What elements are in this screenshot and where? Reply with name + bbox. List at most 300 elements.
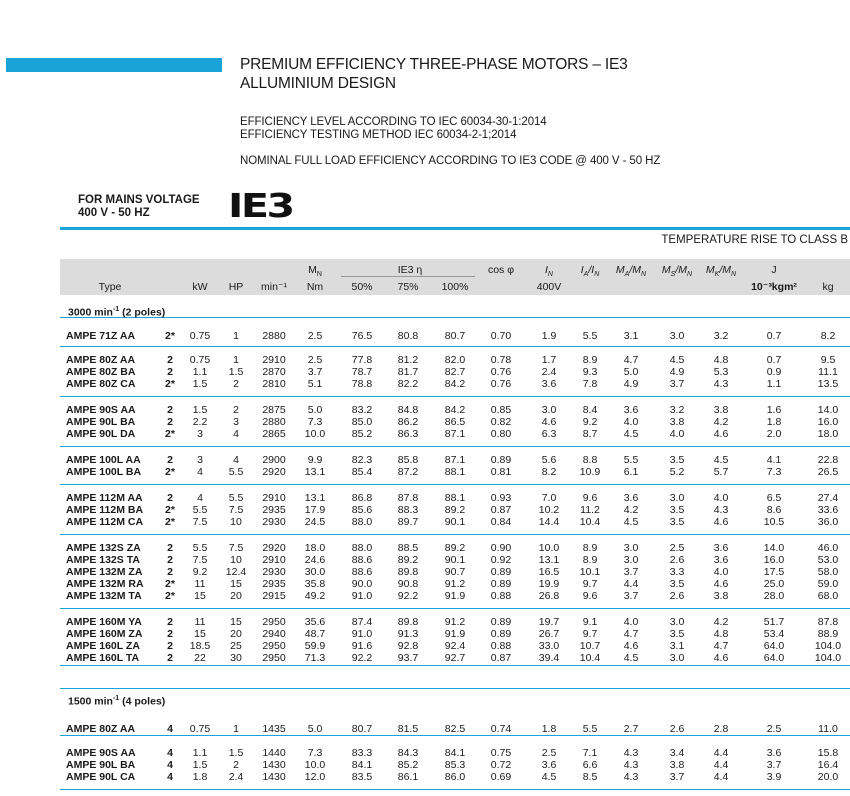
table-row	[60, 504, 850, 516]
efficiency-testing: EFFICIENCY TESTING METHOD IEC 60034-2-1;2014	[240, 129, 517, 141]
table-cell: 8.9	[582, 354, 598, 366]
table-cell: 2940	[262, 628, 286, 640]
table-cell: 85.2	[397, 759, 419, 771]
table-cell: 3.5	[669, 454, 685, 466]
table-cell: 4	[233, 454, 239, 466]
table-cell: 0.93	[490, 492, 512, 504]
table-cell: 5.2	[669, 466, 685, 478]
table-cell: 3.5	[669, 516, 685, 528]
table-cell: 89.8	[397, 566, 419, 578]
table-cell: 2.6	[669, 723, 685, 735]
motor-type: AMPE 90L BA	[66, 759, 136, 771]
table-cell: 2930	[262, 516, 286, 528]
table-cell: 91.0	[351, 628, 373, 640]
table-row	[60, 578, 850, 590]
table-cell: 30	[230, 652, 242, 664]
motor-type: AMPE 100L AA	[66, 454, 141, 466]
table-cell: 18.5	[189, 640, 211, 652]
table-cell: 5.6	[541, 454, 557, 466]
table-cell: 84.3	[397, 747, 419, 759]
col-ms-mn: $M_S/M_N$	[661, 264, 693, 279]
table-cell: 10	[230, 516, 242, 528]
table-cell: 6.3	[541, 428, 557, 440]
col-mk-mn: $M_K/M_N$	[705, 264, 737, 279]
table-cell: 0.69	[490, 771, 512, 783]
motor-type: AMPE 90S AA	[66, 747, 136, 759]
table-cell: 3.6	[623, 492, 639, 504]
table-cell: 90.0	[351, 578, 373, 590]
table-cell: 8.8	[582, 454, 598, 466]
poles: 4	[167, 771, 173, 783]
table-cell: 3	[197, 454, 203, 466]
table-cell: 93.7	[397, 652, 419, 664]
table-row	[60, 723, 850, 735]
table-cell: 5.5	[192, 542, 208, 554]
table-cell: 3.0	[669, 330, 685, 342]
table-cell: 88.0	[351, 542, 373, 554]
table-cell: 4.9	[669, 366, 685, 378]
table-cell: 4.5	[669, 354, 685, 366]
poles: 4	[167, 759, 173, 771]
row-separator	[60, 484, 850, 485]
table-cell: 3.6	[713, 542, 729, 554]
col-hp: HP	[228, 281, 244, 293]
table-cell: 80.8	[397, 330, 419, 342]
motor-type: AMPE 160M YA	[66, 616, 142, 628]
motor-type: AMPE 132S TA	[66, 554, 140, 566]
table-cell: 0.92	[490, 554, 512, 566]
table-cell: 4.8	[713, 354, 729, 366]
table-cell: 11	[194, 578, 206, 590]
table-cell: 3.9	[766, 771, 782, 783]
table-cell: 25.0	[763, 578, 785, 590]
col-in-i: I	[545, 264, 548, 276]
table-cell: 4.7	[623, 628, 639, 640]
table-cell: 19.9	[538, 578, 560, 590]
table-cell: 8.7	[582, 428, 598, 440]
motor-type: AMPE 132M TA	[66, 590, 142, 602]
table-cell: 91.3	[397, 628, 419, 640]
table-cell: 0.72	[490, 759, 512, 771]
row-separator	[60, 735, 850, 736]
table-cell: 5.1	[307, 378, 323, 390]
mains-line-2: 400 V - 50 HZ	[78, 207, 150, 219]
table-cell: 18.0	[817, 428, 839, 440]
table-cell: 5.5	[228, 492, 244, 504]
table-cell: 10.0	[538, 542, 560, 554]
table-cell: 4.0	[713, 492, 729, 504]
table-cell: 88.1	[444, 492, 466, 504]
table-cell: 2910	[262, 492, 286, 504]
motor-type: AMPE 112M CA	[66, 516, 144, 528]
motor-type: AMPE 160L TA	[66, 652, 140, 664]
table-cell: 15.8	[817, 747, 839, 759]
poles: 4	[167, 747, 173, 759]
table-cell: 1430	[262, 771, 286, 783]
table-cell: 1430	[262, 759, 286, 771]
table-cell: 0.70	[490, 330, 512, 342]
table-cell: 86.3	[397, 428, 419, 440]
table-cell: 15	[230, 616, 242, 628]
table-cell: 4.0	[623, 416, 639, 428]
poles: 2	[167, 628, 173, 640]
table-cell: 90.7	[444, 566, 466, 578]
table-cell: 51.7	[763, 616, 785, 628]
table-cell: 3	[197, 428, 203, 440]
table-cell: 4.2	[713, 616, 729, 628]
table-cell: 4.5	[713, 454, 729, 466]
table-cell: 9.6	[582, 590, 598, 602]
motor-type: AMPE 112M AA	[66, 492, 143, 504]
table-cell: 78.8	[351, 378, 373, 390]
table-cell: 4.6	[623, 640, 639, 652]
poles: 2	[167, 354, 173, 366]
table-cell: 7.8	[582, 378, 598, 390]
table-cell: 80.7	[351, 723, 373, 735]
table-cell: 30.0	[304, 566, 326, 578]
table-cell: 86.8	[351, 492, 373, 504]
table-cell: 26.8	[538, 590, 560, 602]
table-cell: 2880	[262, 416, 286, 428]
table-cell: 2935	[262, 578, 286, 590]
table-cell: 64.0	[763, 652, 785, 664]
poles: 2*	[165, 330, 175, 342]
table-cell: 10.4	[579, 652, 601, 664]
table-cell: 92.4	[444, 640, 466, 652]
table-row	[60, 759, 850, 771]
table-cell: 28.0	[763, 590, 785, 602]
table-cell: 84.2	[444, 378, 466, 390]
table-row	[60, 378, 850, 390]
table-cell: 7.0	[541, 492, 557, 504]
table-cell: 92.7	[444, 652, 466, 664]
table-row	[60, 542, 850, 554]
table-cell: 33.0	[538, 640, 560, 652]
table-cell: 4.6	[713, 652, 729, 664]
table-cell: 4.9	[623, 378, 639, 390]
table-cell: 4.6	[713, 516, 729, 528]
poles: 2	[167, 454, 173, 466]
table-cell: 24.6	[304, 554, 326, 566]
table-cell: 13.1	[304, 466, 326, 478]
motor-type: AMPE 100L BA	[66, 466, 142, 478]
table-cell: 0.76	[490, 366, 512, 378]
poles: 2	[167, 640, 173, 652]
table-cell: 16.0	[763, 554, 785, 566]
table-cell: 0.75	[189, 330, 211, 342]
table-cell: 16.0	[817, 416, 839, 428]
table-cell: 1.5	[192, 404, 208, 416]
motor-type: AMPE 160L ZA	[66, 640, 140, 652]
table-cell: 3.1	[623, 330, 639, 342]
table-cell: 1.8	[766, 416, 782, 428]
section-title: 3000 $\min^{-1} (2$ poles)	[68, 306, 166, 319]
table-cell: 3.6	[713, 554, 729, 566]
table-cell: 46.0	[817, 542, 839, 554]
section-title: 1500 $\min^{-1} (4$ poles)	[68, 695, 166, 708]
table-cell: 91.2	[444, 578, 466, 590]
table-cell: 0.87	[490, 504, 512, 516]
table-row	[60, 747, 850, 759]
efficiency-level: EFFICIENCY LEVEL ACCORDING TO IEC 60034-30-1:2014	[240, 116, 547, 128]
col-mn-unit: Nm	[306, 281, 324, 293]
table-cell: 82.2	[397, 378, 419, 390]
table-cell: 4.4	[713, 747, 729, 759]
col-ie3-group: IE3 η	[397, 264, 423, 276]
table-cell: 4.3	[623, 747, 639, 759]
col-type: Type	[98, 281, 122, 293]
table-cell: 88.5	[397, 542, 419, 554]
table-cell: 84.2	[444, 404, 466, 416]
title-line-2: ALLUMINIUM DESIGN	[240, 75, 396, 92]
table-cell: 17.5	[763, 566, 785, 578]
table-cell: 8.2	[820, 330, 836, 342]
table-cell: 36.0	[817, 516, 839, 528]
table-cell: 10	[230, 554, 242, 566]
table-row	[60, 771, 850, 783]
table-cell: 88.6	[351, 554, 373, 566]
table-cell: 2950	[262, 640, 286, 652]
table-cell: 15	[194, 628, 206, 640]
table-cell: 4	[197, 466, 203, 478]
mains-line-1: FOR MAINS VOLTAGE	[78, 194, 200, 206]
table-cell: 85.3	[444, 759, 466, 771]
poles: 4	[167, 723, 173, 735]
table-cell: 4.0	[713, 566, 729, 578]
table-cell: 2	[233, 404, 239, 416]
col-j-unit: 10⁻³kgm²	[751, 281, 797, 293]
table-cell: 9.6	[582, 492, 598, 504]
row-separator	[60, 665, 850, 666]
table-row	[60, 554, 850, 566]
table-cell: 59.0	[817, 578, 839, 590]
table-cell: 2	[233, 759, 239, 771]
table-cell: 5.3	[713, 366, 729, 378]
table-cell: 8.6	[766, 504, 782, 516]
poles: 2	[167, 566, 173, 578]
table-cell: 2935	[262, 504, 286, 516]
motor-type: AMPE 112M BA	[66, 504, 144, 516]
table-cell: 2875	[262, 404, 286, 416]
table-cell: 19.7	[538, 616, 560, 628]
table-cell: 13.5	[817, 378, 839, 390]
table-cell: 20.0	[817, 771, 839, 783]
table-cell: 4.4	[623, 578, 639, 590]
table-row	[60, 640, 850, 652]
table-cell: 3.7	[669, 378, 685, 390]
table-cell: 4.2	[623, 504, 639, 516]
table-cell: 48.7	[304, 628, 326, 640]
table-cell: 2	[233, 378, 239, 390]
table-cell: 92.2	[351, 652, 373, 664]
table-cell: 4	[197, 492, 203, 504]
table-cell: 8.4	[582, 404, 598, 416]
table-cell: 84.8	[397, 404, 419, 416]
poles: 2*	[165, 428, 175, 440]
table-cell: 5.0	[623, 366, 639, 378]
table-cell: 0.89	[490, 628, 512, 640]
table-cell: 104.0	[814, 640, 842, 652]
table-row	[60, 652, 850, 664]
table-cell: 7.3	[307, 416, 323, 428]
table-cell: 64.0	[763, 640, 785, 652]
table-cell: 14.0	[817, 404, 839, 416]
table-row	[60, 454, 850, 466]
table-cell: 2865	[262, 428, 286, 440]
table-cell: 20	[230, 590, 242, 602]
table-cell: 1	[233, 330, 239, 342]
table-cell: 92.2	[397, 590, 419, 602]
table-cell: 9.5	[820, 354, 836, 366]
table-cell: 8.9	[582, 542, 598, 554]
table-cell: 4.0	[669, 428, 685, 440]
table-cell: 53.4	[763, 628, 785, 640]
table-cell: 0.87	[490, 652, 512, 664]
col-mn-m: M	[308, 264, 317, 276]
table-cell: 3.0	[669, 492, 685, 504]
table-cell: 85.8	[397, 454, 419, 466]
table-cell: 9.2	[582, 416, 598, 428]
motor-type: AMPE 90L DA	[66, 428, 136, 440]
table-cell: 12.4	[225, 566, 247, 578]
motor-type: AMPE 80Z AA	[66, 354, 136, 366]
table-cell: 3.0	[541, 404, 557, 416]
table-cell: 2.5	[541, 747, 557, 759]
table-cell: 3.6	[766, 747, 782, 759]
table-cell: 1435	[262, 723, 286, 735]
table-cell: 88.3	[397, 504, 419, 516]
table-cell: 3.1	[669, 640, 685, 652]
table-cell: 1.5	[228, 747, 244, 759]
row-separator	[60, 789, 850, 790]
table-cell: 49.2	[304, 590, 326, 602]
table-cell: 91.9	[444, 628, 466, 640]
table-cell: 89.7	[397, 516, 419, 528]
table-row	[60, 628, 850, 640]
table-cell: 11.1	[818, 366, 838, 378]
table-cell: 1.7	[541, 354, 557, 366]
col-mn	[298, 264, 332, 278]
table-cell: 7.3	[307, 747, 323, 759]
table-cell: 2910	[262, 354, 286, 366]
table-cell: 2.5	[669, 542, 685, 554]
nominal-efficiency-note: NOMINAL FULL LOAD EFFICIENCY ACCORDING TO IE3 CODE @ 400 V - 50 HZ	[240, 155, 661, 167]
poles: 2	[167, 366, 173, 378]
table-cell: 1.5	[192, 759, 208, 771]
table-cell: 82.3	[351, 454, 373, 466]
table-cell: 4.6	[713, 578, 729, 590]
table-cell: 11.2	[580, 504, 600, 516]
table-cell: 7.5	[192, 554, 208, 566]
table-cell: 9.1	[582, 616, 598, 628]
table-cell: 86.1	[397, 771, 419, 783]
table-cell: 0.88	[490, 590, 512, 602]
table-cell: 0.7	[766, 354, 782, 366]
table-cell: 4.5	[623, 652, 639, 664]
table-cell: 11.0	[818, 723, 838, 735]
table-cell: 88.9	[817, 628, 839, 640]
table-cell: 0.89	[490, 454, 512, 466]
table-cell: 90.1	[444, 554, 466, 566]
poles: 2	[167, 616, 173, 628]
table-row	[60, 516, 850, 528]
table-cell: 68.0	[817, 590, 839, 602]
ie3-logo: IE3	[228, 186, 293, 225]
table-cell: 80.7	[444, 330, 466, 342]
col-in	[534, 264, 564, 278]
table-cell: 4.5	[541, 771, 557, 783]
table-cell: 2.6	[669, 554, 685, 566]
motor-type: AMPE 80Z AA	[66, 723, 136, 735]
table-cell: 3.6	[541, 759, 557, 771]
table-cell: 2.5	[766, 723, 782, 735]
table-cell: 3.2	[713, 330, 729, 342]
table-cell: 84.1	[444, 747, 466, 759]
table-cell: 3.8	[713, 404, 729, 416]
table-cell: 81.5	[397, 723, 419, 735]
table-cell: 14.4	[538, 516, 560, 528]
table-cell: 18.0	[304, 542, 326, 554]
temperature-class: TEMPERATURE RISE TO CLASS B	[661, 234, 848, 246]
table-cell: 1440	[262, 747, 286, 759]
table-cell: 91.9	[444, 590, 466, 602]
table-cell: 4.3	[713, 504, 729, 516]
table-cell: 5.0	[307, 723, 323, 735]
table-cell: 2.5	[307, 354, 323, 366]
table-cell: 87.2	[397, 466, 419, 478]
table-cell: 4.2	[713, 416, 729, 428]
table-cell: 85.6	[351, 504, 373, 516]
table-cell: 4.8	[713, 628, 729, 640]
table-cell: 82.7	[444, 366, 466, 378]
poles: 2	[167, 416, 173, 428]
accent-bar	[6, 58, 222, 72]
table-cell: 90.1	[444, 516, 466, 528]
table-cell: 9.3	[582, 366, 598, 378]
table-row	[60, 566, 850, 578]
table-cell: 8.9	[582, 554, 598, 566]
table-cell: 7.5	[192, 516, 208, 528]
table-cell: 1.1	[192, 366, 208, 378]
table-cell: 4.6	[541, 416, 557, 428]
poles: 2*	[165, 516, 175, 528]
table-cell: 16.5	[538, 566, 560, 578]
table-cell: 4.6	[713, 428, 729, 440]
table-row	[60, 466, 850, 478]
table-cell: 4.5	[623, 516, 639, 528]
row-separator	[60, 317, 850, 318]
table-cell: 86.0	[444, 771, 466, 783]
table-cell: 2810	[262, 378, 286, 390]
table-cell: 10.7	[579, 640, 601, 652]
table-cell: 35.8	[304, 578, 326, 590]
table-cell: 84.1	[351, 759, 373, 771]
table-cell: 22	[194, 652, 206, 664]
table-cell: 1	[233, 723, 239, 735]
table-cell: 20	[230, 628, 242, 640]
table-cell: 3.8	[669, 416, 685, 428]
table-cell: 2.2	[192, 416, 208, 428]
table-cell: 25	[230, 640, 242, 652]
table-cell: 24.5	[304, 516, 326, 528]
col-ma-mn: $M_A/M_N$	[615, 264, 647, 279]
table-cell: 26.5	[817, 466, 839, 478]
table-cell: 10.0	[304, 759, 326, 771]
table-cell: 87.1	[444, 454, 466, 466]
table-cell: 0.81	[490, 466, 512, 478]
table-row	[60, 492, 850, 504]
table-cell: 0.89	[490, 566, 512, 578]
